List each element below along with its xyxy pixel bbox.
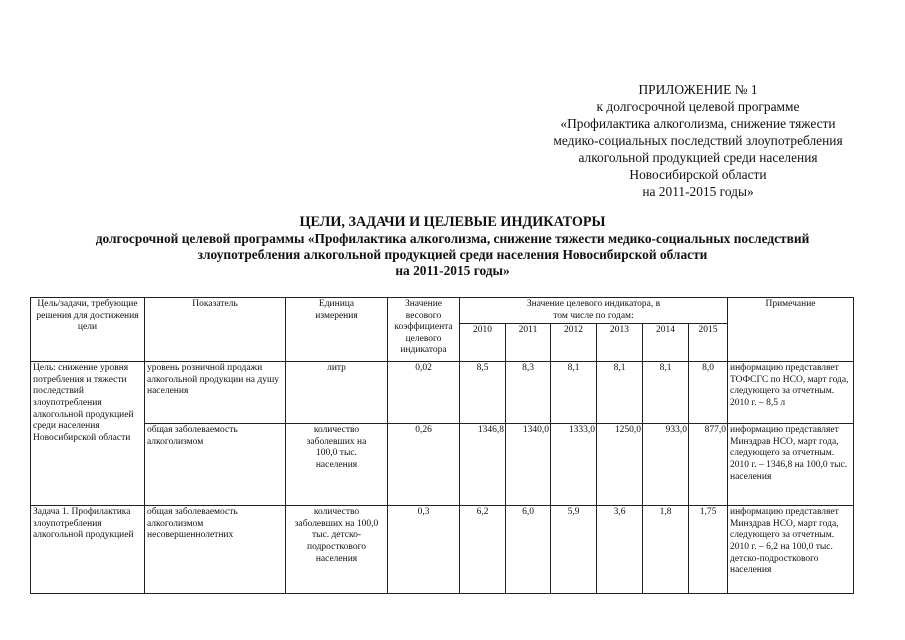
cell-note: информацию представляет Минздрав НСО, март года, следующего за отчетным. 2010 г. – 6,2 на 100,0 тыс. детско-подросткового населения [728,506,854,594]
header-values: Значение целевого индикатора, в том числе по годам: [460,298,728,324]
cell-value: 1,8 [643,506,689,594]
cell-unit: количество заболевших на 100,0 тыс. детско-подросткового населения [286,506,388,594]
header-year: 2010 [460,324,506,362]
appendix-line: медико-социальных последствий злоупотребления [553,133,843,148]
appendix-line: «Профилактика алкоголизма, снижение тяжести [560,116,836,131]
cell-weight: 0,02 [388,362,460,424]
header-year: 2011 [506,324,551,362]
cell-value: 8,3 [506,362,551,424]
cell-value: 8,5 [460,362,506,424]
header-year: 2014 [643,324,689,362]
title-line: на 2011-2015 годы» [395,263,510,278]
header-weight: Значение весового коэффициента целевого индикатора [388,298,460,362]
cell-indicator: общая заболеваемость алкоголизмом [145,424,286,506]
title-main: ЦЕЛИ, ЗАДАЧИ И ЦЕЛЕВЫЕ ИНДИКАТОРЫ [299,214,606,230]
indicators-table [30,297,854,594]
cell-value: 8,0 [689,362,728,424]
title-line: долгосрочной целевой программы «Профилактика алкоголизма, снижение тяжести медико-социальных последствий [95,231,810,246]
cell-value: 8,1 [643,362,689,424]
header-note: Примечание [728,298,854,362]
header-indicator: Показатель [145,298,286,362]
title-line: злоупотребления алкогольной продукцией среди населения Новосибирской области [197,247,708,262]
cell-weight: 0,26 [388,424,460,506]
appendix-line: Новосибирской области [629,167,767,182]
table-row [31,424,854,506]
cell-value: 5,9 [551,506,597,594]
cell-value: 1333,0 [551,424,597,506]
document-title [40,214,865,279]
table-row [31,362,854,424]
cell-value: 1,75 [689,506,728,594]
header-year: 2013 [597,324,643,362]
appendix-line: к долгосрочной целевой программе [596,99,800,114]
cell-value: 933,0 [643,424,689,506]
appendix-line: на 2011-2015 годы» [642,184,754,199]
cell-value: 3,6 [597,506,643,594]
cell-unit: литр [286,362,388,424]
appendix-line: ПРИЛОЖЕНИЕ № 1 [638,82,758,97]
cell-value: 8,1 [551,362,597,424]
appendix-header [520,81,876,200]
cell-value: 8,1 [597,362,643,424]
header-year: 2015 [689,324,728,362]
cell-value: 877,0 [689,424,728,506]
cell-note: информацию представляет Минздрав НСО, март года, следующего за отчетным. 2010 г. – 1346,8 на 100,0 тыс. населения [728,424,854,506]
cell-weight: 0,3 [388,506,460,594]
cell-indicator: уровень розничной продажи алкогольной продукции на душу населения [145,362,286,424]
cell-value: 1340,0 [506,424,551,506]
table-header-row [31,298,854,324]
cell-note: информацию представляет ТОФСГС по НСО, март года, следующего за отчетным. 2010 г. – 8,5 л [728,362,854,424]
header-year: 2012 [551,324,597,362]
cell-value: 1250,0 [597,424,643,506]
cell-value: 1346,8 [460,424,506,506]
cell-value: 6,0 [506,506,551,594]
cell-goal: Задача 1. Профилактика злоупотребления алкогольной продукцией [31,506,145,594]
cell-indicator: общая заболеваемость алкоголизмом несовершеннолетних [145,506,286,594]
cell-goal: Цель: снижение уровня потребления и тяжести последствий злоупотребления алкогольной продукцией среди населения Новосибирской области [31,362,145,506]
appendix-line: алкогольной продукцией среди населения [578,150,818,165]
cell-value: 6,2 [460,506,506,594]
cell-unit: количество заболевших на 100,0 тыс. населения [286,424,388,506]
table-row [31,506,854,594]
header-unit: Единица измерения [286,298,388,362]
header-goal: Цель/задачи, требующие решения для достижения цели [31,298,145,362]
